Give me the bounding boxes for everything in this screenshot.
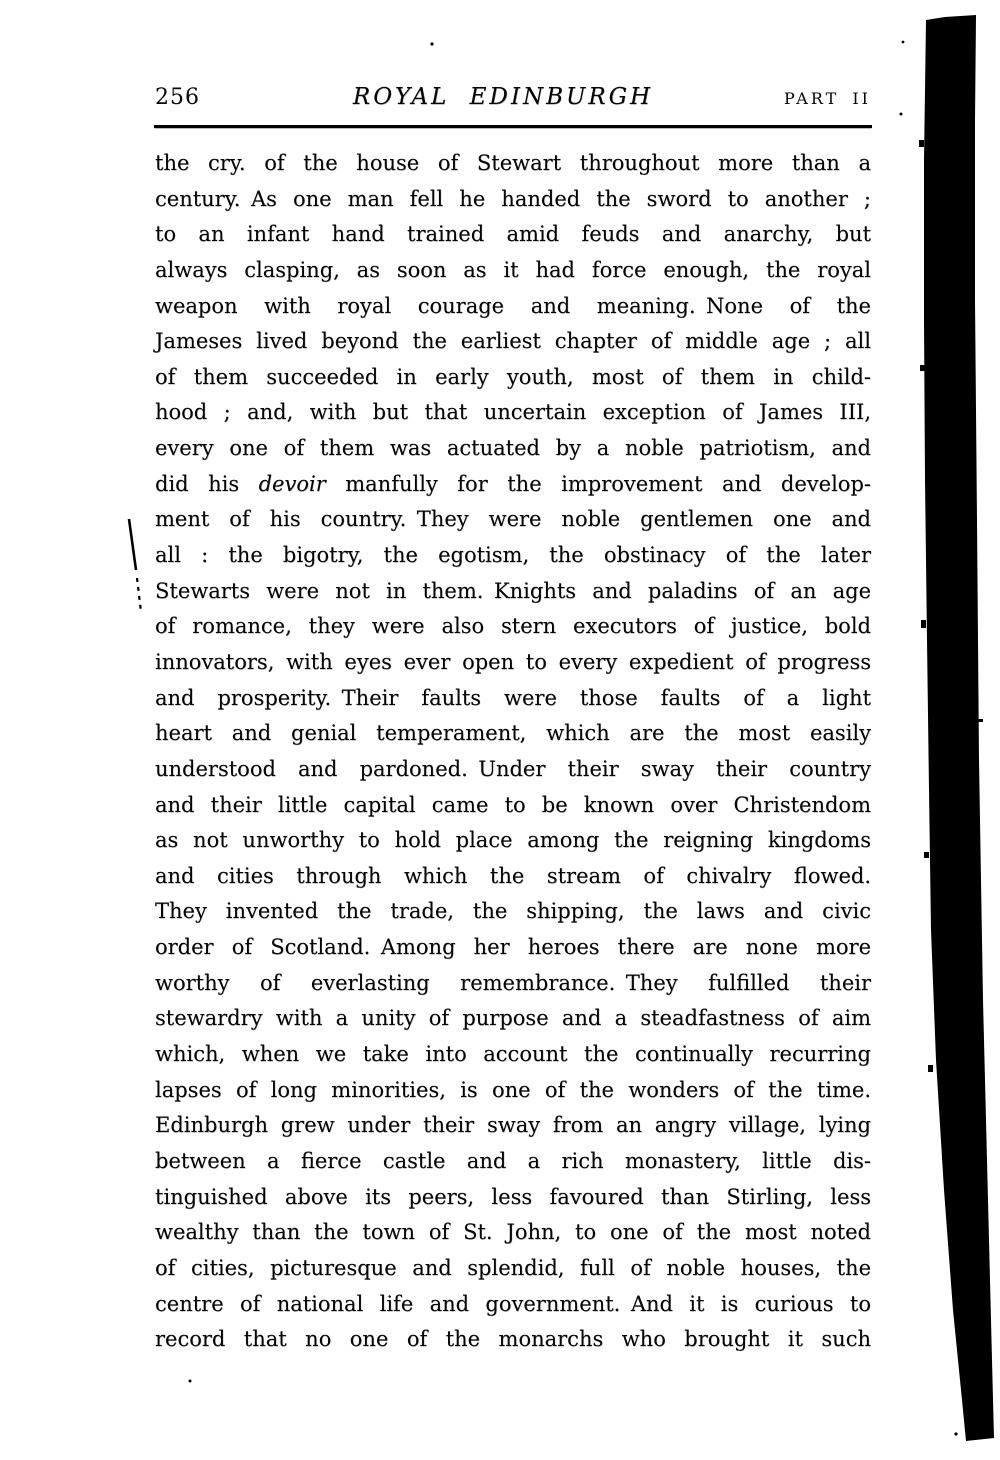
text-run: of cities, picturesque and splendid, full of noble houses, the bbox=[155, 1255, 871, 1280]
text-line bbox=[155, 324, 871, 360]
binding-shadow-nick bbox=[921, 620, 926, 628]
text-run: They invented the trade, the shipping, the laws and civic bbox=[155, 899, 871, 924]
ink-speck bbox=[900, 113, 903, 116]
text-line bbox=[155, 538, 871, 574]
text-run: Edinburgh grew under their sway from an angry village, lying bbox=[155, 1113, 871, 1138]
text-run: heart and genial temperament, which are the most easily bbox=[155, 721, 871, 746]
text-run: record that no one of the monarchs who brought it such bbox=[155, 1327, 871, 1352]
text-line bbox=[155, 289, 871, 325]
text-line bbox=[155, 966, 871, 1002]
text-line bbox=[155, 1180, 871, 1216]
text-run: and prosperity. Their faults were those faults of a light bbox=[155, 685, 871, 710]
binding-shadow bbox=[924, 15, 994, 1441]
text-run: always clasping, as soon as it had force enough, the royal bbox=[155, 257, 871, 282]
header-rule bbox=[154, 125, 872, 128]
text-run: Jameses lived beyond the earliest chapter of middle age ; all bbox=[155, 329, 871, 354]
text-run: century. As one man fell he handed the sword to another ; bbox=[155, 186, 871, 211]
italic-word: devoir bbox=[258, 471, 326, 496]
text-run: wealthy than the town of St. John, to one of the most noted bbox=[155, 1220, 871, 1245]
text-line bbox=[155, 788, 871, 824]
text-line bbox=[155, 431, 871, 467]
text-line bbox=[155, 894, 871, 930]
text-line bbox=[155, 1251, 871, 1287]
text-line bbox=[155, 360, 871, 396]
text-line bbox=[155, 1215, 871, 1251]
binding-shadow-nick bbox=[928, 1065, 933, 1072]
text-run: between a fierce castle and a rich monastery, little dis- bbox=[155, 1148, 871, 1173]
page-number: 256 bbox=[155, 85, 200, 110]
text-run: every one of them was actuated by a noble patriotism, and bbox=[155, 436, 871, 461]
text-run: of them succeeded in early youth, most of them in child- bbox=[155, 364, 871, 389]
binding-shadow-nick bbox=[919, 140, 924, 147]
binding-shadow-nick bbox=[920, 365, 925, 371]
text-run: the cry. of the house of Stewart throughout more than a bbox=[155, 151, 871, 175]
text-line bbox=[155, 146, 871, 182]
text-line bbox=[155, 1287, 871, 1323]
ink-speck bbox=[954, 1432, 957, 1435]
text-run: stewardry with a unity of purpose and a steadfastness of aim bbox=[155, 1006, 871, 1031]
text-run: centre of national life and government. And it is curious to bbox=[155, 1291, 871, 1316]
text-line bbox=[155, 1037, 871, 1073]
text-run: all : the bigotry, the egotism, the obstinacy of the later bbox=[155, 543, 871, 568]
ink-speck bbox=[189, 1380, 192, 1383]
text-run: ment of his country. They were noble gentlemen one and bbox=[155, 507, 871, 532]
ink-tick bbox=[971, 719, 983, 722]
text-run: worthy of everlasting remembrance. They fulfilled their bbox=[155, 970, 871, 995]
text-run: weapon with royal courage and meaning. None of the bbox=[155, 293, 871, 318]
text-line bbox=[155, 859, 871, 895]
page-header bbox=[155, 84, 871, 110]
text-run: of romance, they were also stern executors of justice, bold bbox=[155, 614, 871, 639]
margin-stroke-mark-dashed bbox=[137, 578, 141, 612]
running-title: ROYAL EDINBURGH bbox=[352, 84, 654, 110]
text-line bbox=[155, 574, 871, 610]
body-text bbox=[155, 146, 871, 1358]
part-label: PART II bbox=[783, 89, 871, 108]
text-run: understood and pardoned. Under their sway their country bbox=[155, 756, 871, 781]
text-line bbox=[155, 253, 871, 289]
text-run: manfully for the improvement and develop- bbox=[325, 471, 871, 496]
text-line bbox=[155, 395, 871, 431]
text-run: Stewarts were not in them. Knights and paladins of an age bbox=[155, 578, 871, 603]
text-run: innovators, with eyes ever open to every expedient of progress bbox=[155, 649, 871, 674]
text-run: and cities through which the stream of chivalry flowed. bbox=[155, 863, 871, 888]
text-run: did his bbox=[155, 471, 259, 496]
text-line bbox=[155, 716, 871, 752]
text-run: hood ; and, with but that uncertain exception of James III, bbox=[155, 400, 871, 425]
text-line bbox=[155, 1144, 871, 1180]
text-run: order of Scotland. Among her heroes there are none more bbox=[155, 935, 871, 960]
text-run: to an infant hand trained amid feuds and anarchy, but bbox=[155, 222, 871, 247]
text-line bbox=[155, 681, 871, 717]
text-line bbox=[155, 930, 871, 966]
text-run: tinguished above its peers, less favoured than Stirling, less bbox=[155, 1184, 871, 1209]
text-line bbox=[155, 1073, 871, 1109]
text-run: as not unworthy to hold place among the reigning kingdoms bbox=[155, 828, 871, 853]
text-line bbox=[155, 823, 871, 859]
text-line bbox=[155, 467, 871, 503]
ink-speck bbox=[430, 42, 433, 45]
text-line bbox=[155, 217, 871, 253]
binding-shadow-nick bbox=[924, 852, 929, 858]
text-run: lapses of long minorities, is one of the wonders of the time. bbox=[155, 1077, 871, 1102]
text-run: which, when we take into account the continually recurring bbox=[155, 1042, 871, 1067]
text-line bbox=[155, 645, 871, 681]
text-line bbox=[155, 502, 871, 538]
text-line bbox=[155, 1108, 871, 1144]
text-line bbox=[155, 1322, 871, 1358]
text-line bbox=[155, 182, 871, 218]
text-line bbox=[155, 752, 871, 788]
margin-stroke-mark bbox=[129, 519, 136, 570]
text-line bbox=[155, 1001, 871, 1037]
text-run: and their little capital came to be known over Christendom bbox=[155, 792, 871, 817]
text-line bbox=[155, 609, 871, 645]
ink-speck bbox=[902, 41, 905, 44]
